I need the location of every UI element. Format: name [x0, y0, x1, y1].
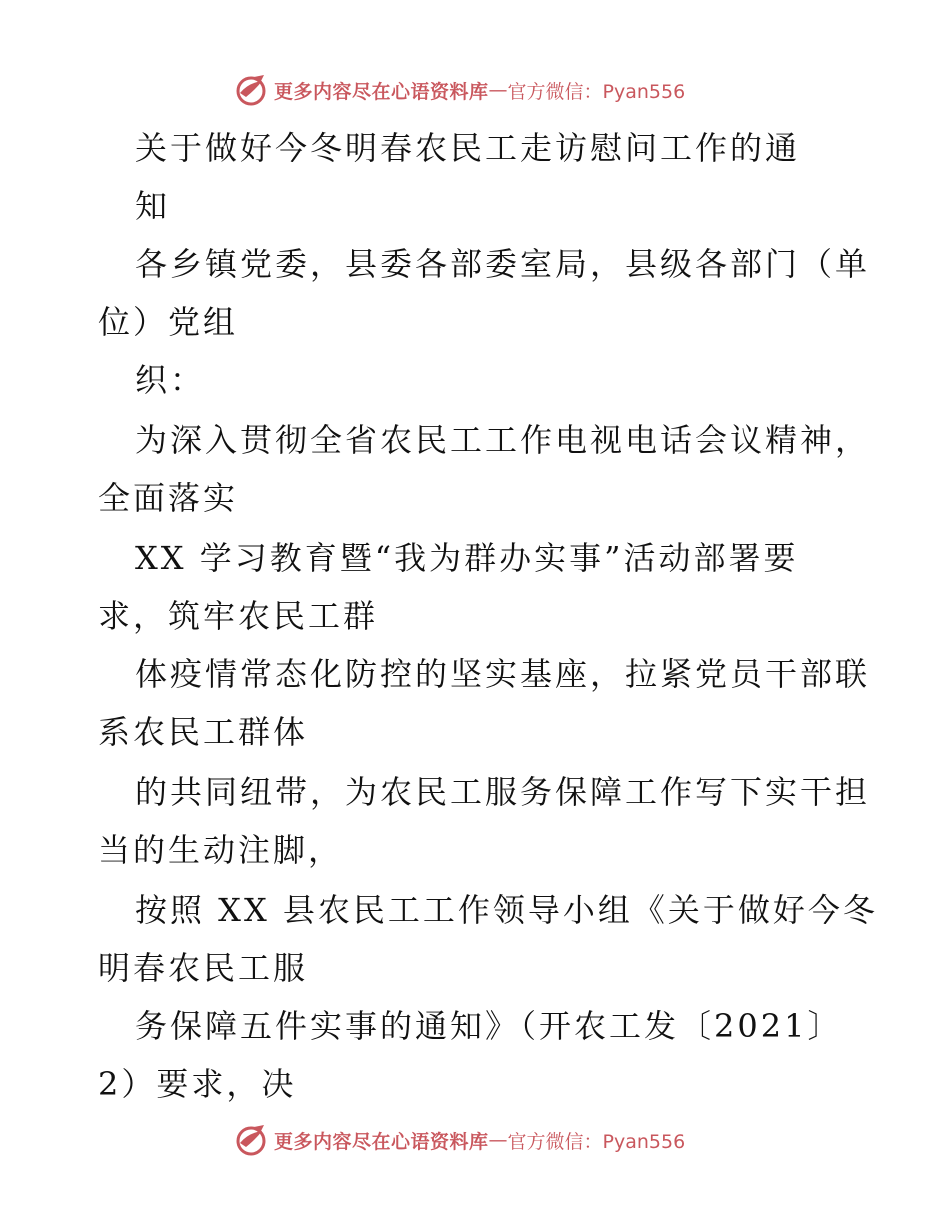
doc-line: 当的生动注脚， [98, 831, 344, 869]
header-site-text: 更多内容尽在心语资料库 [274, 80, 489, 103]
footer-site-text: 更多内容尽在心语资料库 [274, 1130, 489, 1153]
doc-line: 全面落实 [98, 479, 239, 517]
header-banner [234, 72, 685, 108]
doc-line: 为深入贯彻全省农民工工作电视电话会议精神， [135, 421, 871, 459]
doc-line: 2）要求，决 [98, 1065, 297, 1103]
doc-line: 关于做好今冬明春农民工走访慰问工作的通 [135, 129, 801, 167]
doc-line: 的共同纽带，为农民工服务保障工作写下实干担 [135, 773, 871, 811]
footer-banner [234, 1122, 685, 1158]
doc-line: 知 [135, 187, 171, 225]
doc-line: 位）党组 [98, 303, 239, 341]
doc-line: 按照 XX 县农民工工作领导小组《关于做好今冬 [135, 891, 878, 929]
doc-line: 体疫情常态化防控的坚实基座，拉紧党员干部联 [135, 655, 871, 693]
pen-nib-circle-logo-icon [234, 73, 268, 107]
doc-line: 各乡镇党委，县委各部委室局，县级各部门（单 [135, 245, 871, 283]
doc-line: 求，筑牢农民工群 [98, 597, 379, 635]
doc-line: 明春农民工服 [98, 949, 309, 987]
doc-line: 系农民工群体 [98, 713, 309, 751]
doc-line: 织： [135, 361, 206, 399]
footer-wechat-text: 官方微信：Pyan556 [507, 1130, 686, 1153]
doc-line: XX 学习教育暨“我为群办实事”活动部署要 [135, 539, 799, 577]
footer-separator: — [488, 1129, 508, 1151]
doc-line: 务保障五件实事的通知》（开农工发〔2021〕 [135, 1007, 843, 1045]
header-wechat-text: 官方微信：Pyan556 [507, 80, 686, 103]
header-separator: — [488, 79, 508, 101]
pen-nib-circle-logo-icon [234, 1123, 268, 1157]
